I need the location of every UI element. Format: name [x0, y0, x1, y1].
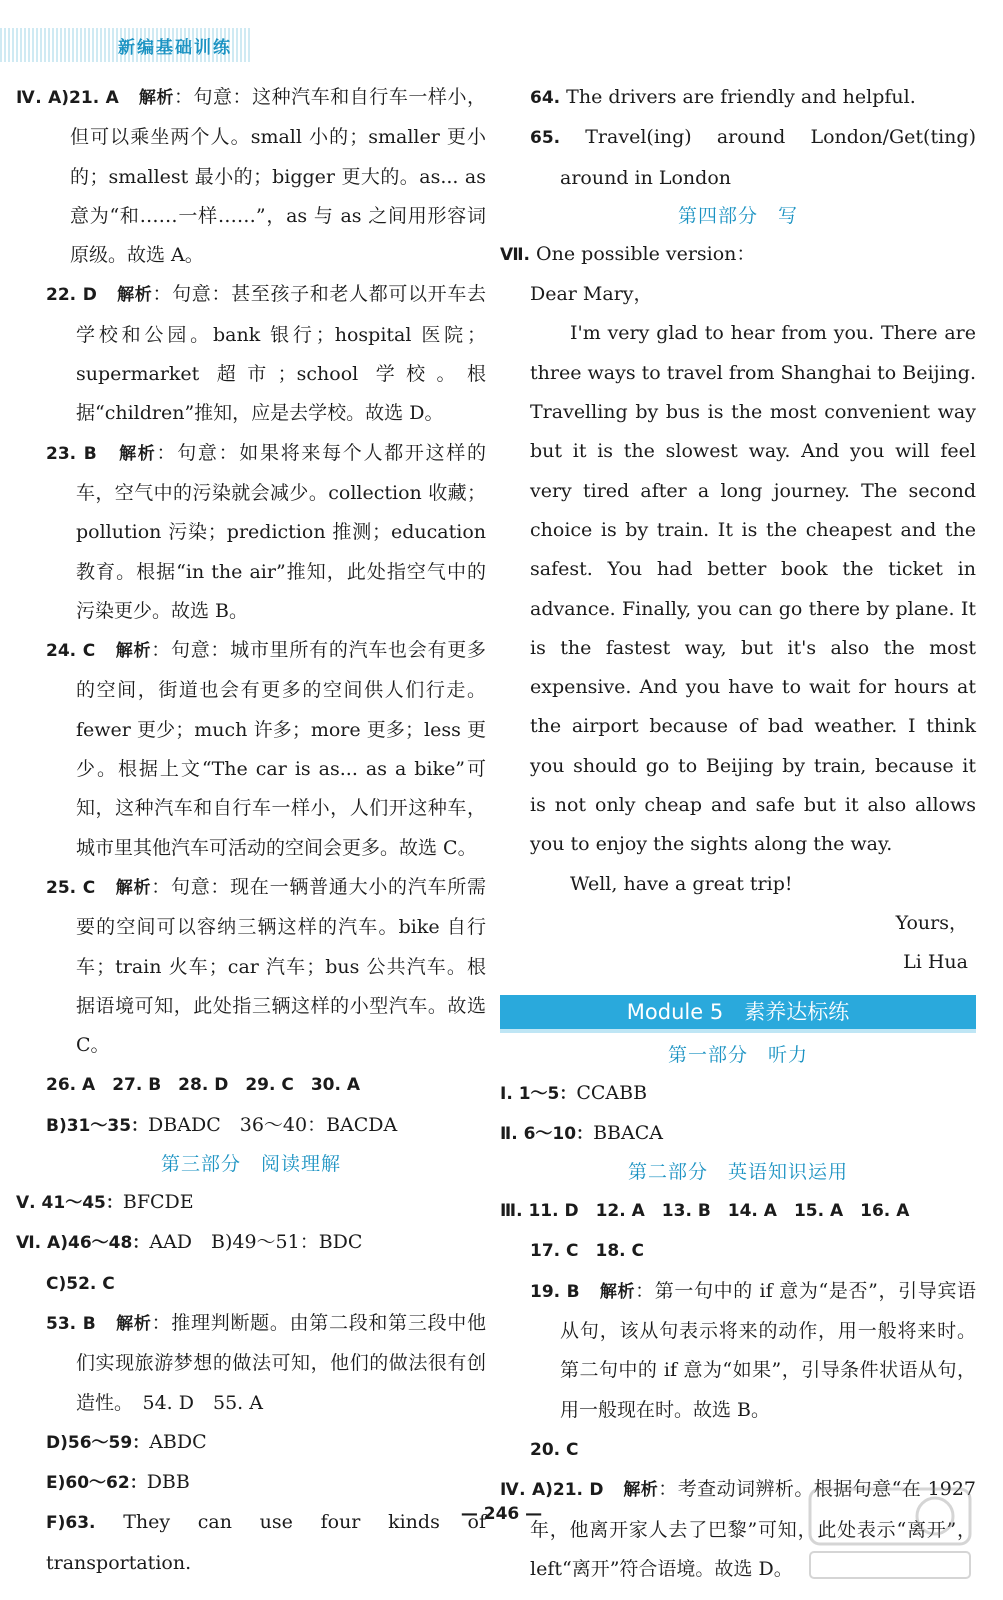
answers-11-16: Ⅲ. 11. D 12. A 13. B 14. A 15. A 16. A [500, 1201, 910, 1222]
letter-body: I'm very glad to hear from you. There are three ways to travel from Shanghai to Beijing. Travelling by bus is the most convenient way but it is the slowest way. And you will feel very tired after a long journey. The second choice is by train. It is the cheapest and the safest. You had better book the ticket in advance. Finally, you can go there by plane. It is the fastest way, but it's also the most expensive. And you have to wait for hours at the airport because of bad weather. I think you should go to Beijing by train, because it is not only cheap and safe but it also allows you to enjoy the sights along the way. [530, 322, 976, 856]
answer-24: 24. C 解析：句意：城市里所有的汽车也会有更多的空间，街道也会有更多的空间供人们行走。fewer 更少；much 许多；more 更多；less 更少。根据上文“The car is as... as a bike”可知，这种汽车和自行车一样小，人们开这种车，城市里其他汽车可活动的空间会更多。故选 C。 [46, 639, 486, 859]
module-banner: Module 5 素养达标练 [500, 995, 976, 1029]
section-heading-knowledge: 第二部分 英语知识运用 [627, 1161, 848, 1184]
answers-17-18: 17. C 18. C [530, 1241, 645, 1262]
answer-53-55: 53. B 解析：推理判断题。由第二段和第三段中他们实现旅游梦想的做法可知，他们的做法很有创造性。 54. D 55. A [46, 1311, 486, 1414]
answer-iv-21-module5: Ⅳ. A)21. D 解析：考查动词辨析。根据句意“在 1927 年，他离开家人去了巴黎”可知，此处表示“离开”，left“离开”符合语境。故选 D。 [500, 1478, 977, 1580]
letter-closing: Well, have a great trip! [570, 872, 793, 895]
answers-60-62: E)60～62：DBB [46, 1471, 190, 1494]
section-heading-writing: 第四部分 写 [677, 204, 798, 227]
watermark-logo-icon [805, 1484, 975, 1584]
header-title: 新编基础训练 [118, 38, 232, 58]
answers-41-45: Ⅴ. 41～45：BFCDE [16, 1191, 194, 1214]
answer-63: F)63. They can use four kinds of transportation. [46, 1511, 486, 1574]
section-heading-listening: 第一部分 听力 [667, 1043, 808, 1066]
answer-64: 64. The drivers are friendly and helpful. [530, 86, 916, 108]
answer-20: 20. C [530, 1439, 579, 1460]
answers-6-10: Ⅱ. 6～10：BBACA [500, 1121, 663, 1144]
left-column [16, 78, 486, 1583]
answers-56-59: D)56～59：ABDC [46, 1430, 207, 1453]
answer-25: 25. C 解析：句意：现在一辆普通大小的汽车所需要的空间可以容纳三辆这样的汽车。bike 自行车；train 火车；car 汽车；bus 公共汽车。根据语境可知，此处指三辆这样的小型汽车。故选 C。 [46, 875, 486, 1057]
letter-greeting: Dear Mary， [530, 283, 653, 306]
letter-sign-name: Li Hua [903, 951, 968, 974]
answer-19: 19. B 解析：第一句中的 if 意为“是否”，引导宾语从句，该从句表示将来的动作，用一般将来时。第二句中的 if 意为“如果”，引导条件状语从句，用一般现在时。故选 B。 [530, 1279, 976, 1421]
answers-26-30: 26. A 27. B 28. D 29. C 30. A [46, 1075, 361, 1096]
answer-22: 22. D 解析：句意：甚至孩子和老人都可以开车去学校和公园。bank 银行；hospital 医院；supermarket 超市；school 学校。根据“children”推知，应是去学校。故选 D。 [46, 283, 486, 425]
writing-intro: Ⅶ. One possible version： [500, 242, 756, 265]
page-number: — 246 — [460, 1504, 543, 1524]
answers-46-51: Ⅵ. A)46～48：AAD B)49～51：BDC [16, 1231, 363, 1254]
answers-1-5: Ⅰ. 1～5：CCABB [500, 1081, 648, 1104]
section-heading-reading: 第三部分 阅读理解 [160, 1153, 341, 1176]
right-column [500, 78, 976, 1589]
answers-31-40: B)31～35：DBADC 36～40：BACDA [46, 1113, 398, 1136]
answer-52: C)52. C [46, 1273, 115, 1294]
answer-65: 65. Travel(ing) around London/Get(ting) around in London [530, 126, 976, 189]
letter-sign-yours: Yours， [895, 911, 968, 934]
answer-iv-21: Ⅳ. A)21. A 解析：句意：这种汽车和自行车一样小，但可以乘坐两个人。small 小的；smaller 更小的；smallest 最小的；bigger 更大的。as... as 意为“和……一样……”，as 与 as 之间用形容词原级。故选 A。 [16, 86, 486, 267]
answer-23: 23. B 解析：句意：如果将来每个人都开这样的车，空气中的污染就会减少。collection 收藏；pollution 污染；prediction 推测；education 教育。根据“in the air”推知，此处指空气中的污染更少。故选 B。 [46, 441, 486, 622]
